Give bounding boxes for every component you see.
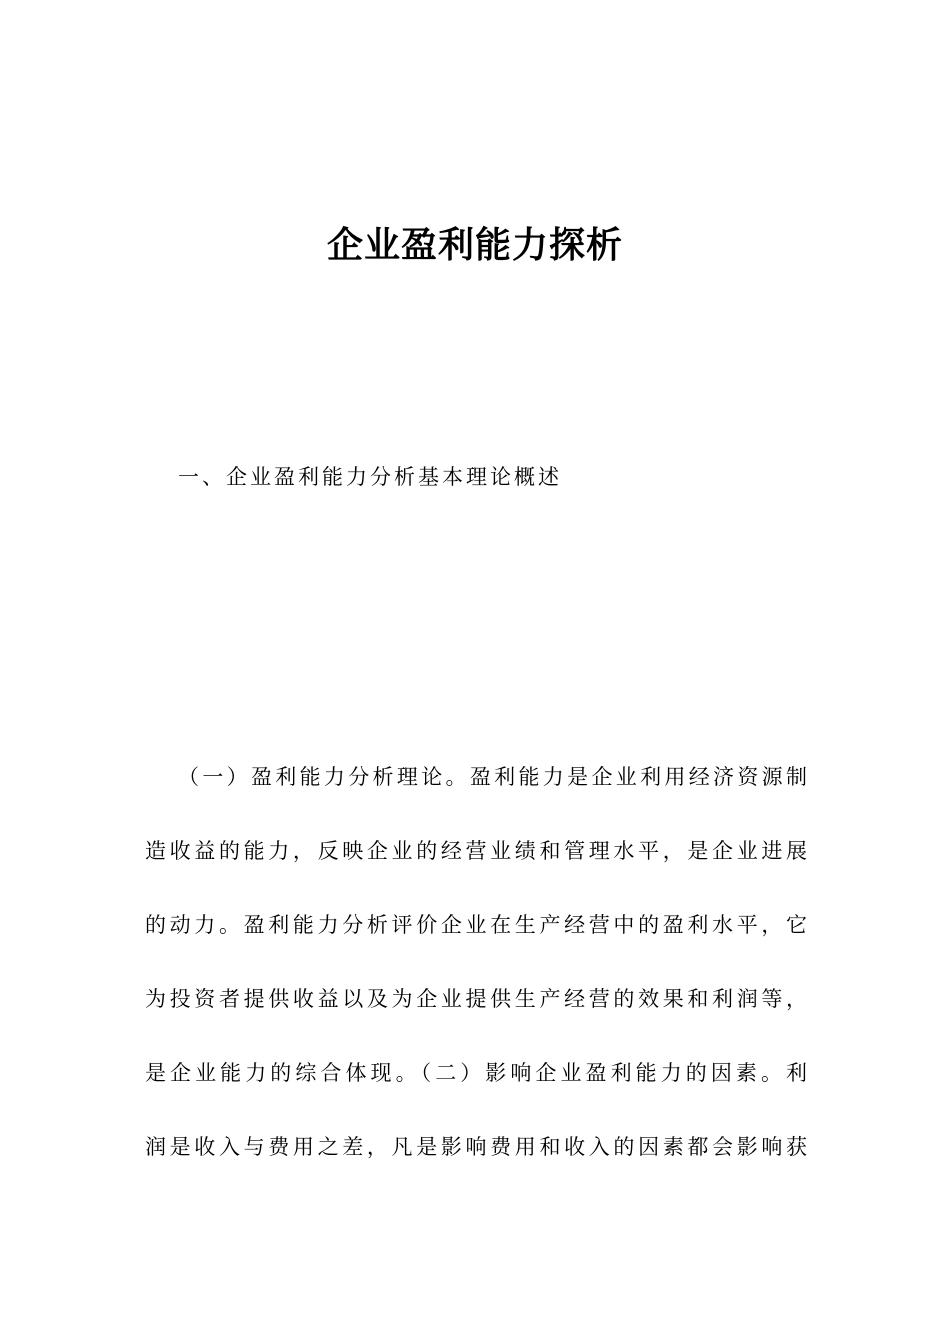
paragraph-line: 润是收入与费用之差，凡是影响费用和收入的因素都会影响获	[145, 1135, 807, 1159]
document-title: 企业盈利能力探析	[326, 225, 623, 266]
paragraph-line: （一）盈利能力分析理论。盈利能力是企业利用经济资源制	[178, 765, 807, 789]
paragraph-line: 为投资者提供收益以及为企业提供生产经营的效果和利润等，	[145, 987, 807, 1011]
paragraph-line: 造收益的能力，反映企业的经营业绩和管理水平，是企业进展	[145, 839, 807, 863]
paragraph-line: 的动力。盈利能力分析评价企业在生产经营中的盈利水平，它	[145, 913, 807, 937]
section-heading: 一、企业盈利能力分析基本理论概述	[178, 465, 562, 489]
paragraph-line: 是企业能力的综合体现。（二）影响企业盈利能力的因素。利	[145, 1061, 807, 1085]
